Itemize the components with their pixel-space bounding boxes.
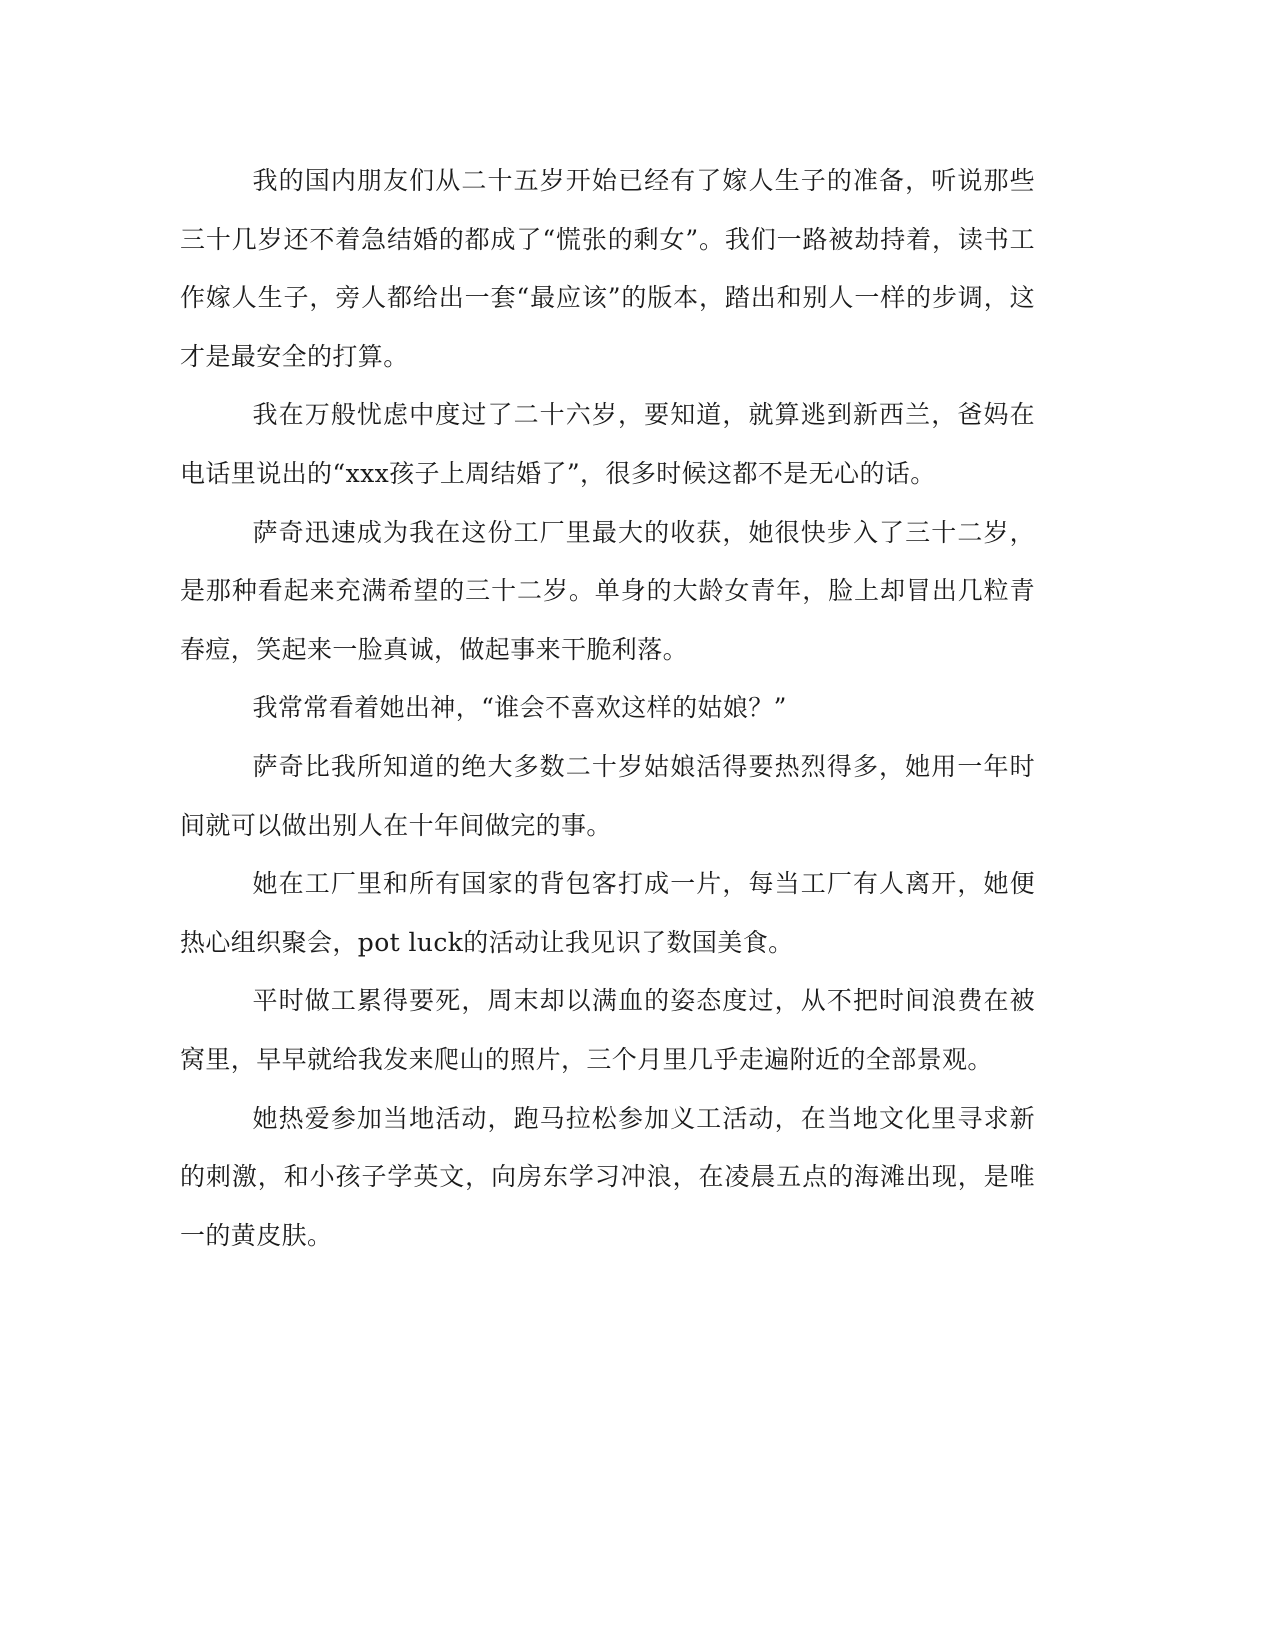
paragraph-5: 萨奇比我所知道的绝大多数二十岁姑娘活得要热烈得多，她用一年时间就可以做出别人在十年间做完的事。 (180, 751, 1035, 840)
document-body (180, 152, 1035, 1265)
paragraph-4: 我常常看着她出神，“谁会不喜欢这样的姑娘？” (252, 693, 787, 723)
paragraph-8: 她热爱参加当地活动，跑马拉松参加义工活动，在当地文化里寻求新的刺激，和小孩子学英文，向房东学习冲浪，在凌晨五点的海滩出现，是唯一的黄皮肤。 (180, 1103, 1035, 1250)
paragraph-6: 她在工厂里和所有国家的背包客打成一片，每当工厂有人离开，她便热心组织聚会，pot luck的活动让我见识了数国美食。 (180, 869, 1035, 957)
paragraph-7: 平时做工累得要死，周末却以满血的姿态度过，从不把时间浪费在被窝里，早早就给我发来爬山的照片，三个月里几乎走遍附近的全部景观。 (180, 986, 1035, 1074)
paragraph-3: 萨奇迅速成为我在这份工厂里最大的收获，她很快步入了三十二岁，是那种看起来充满希望的三十二岁。单身的大龄女青年，脸上却冒出几粒青春痘，笑起来一脸真诚，做起事来干脆利落。 (180, 517, 1035, 664)
paragraph-1: 我的国内朋友们从二十五岁开始已经有了嫁人生子的准备，听说那些三十几岁还不着急结婚的都成了“慌张的剩女”。我们一路被劫持着，读书工作嫁人生子，旁人都给出一套“最应该”的版本，踏出和别人一样的步调，这才是最安全的打算。 (180, 166, 1035, 371)
paragraph-2: 我在万般忧虑中度过了二十六岁，要知道，就算逃到新西兰，爸妈在电话里说出的“xxx孩子上周结婚了”，很多时候这都不是无心的话。 (180, 400, 1035, 488)
